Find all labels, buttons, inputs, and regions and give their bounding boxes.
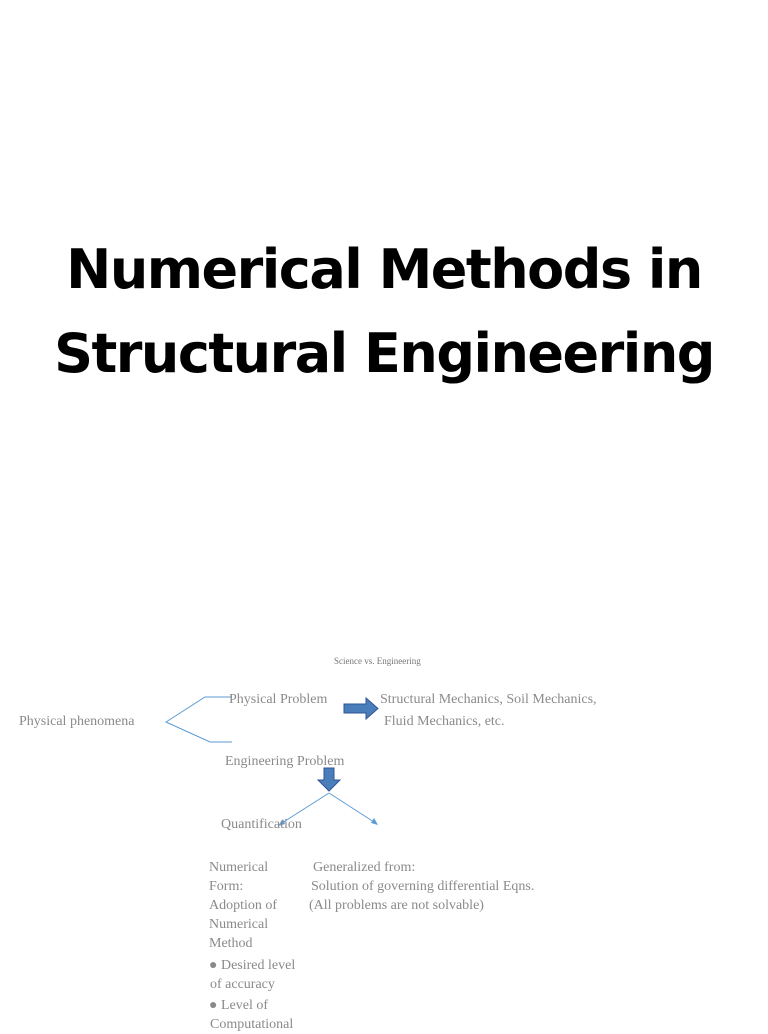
title-line-2: Structural Engineering (54, 322, 714, 385)
bullet-text: Level of (220, 998, 268, 1013)
numerical-line: Adoption of (209, 898, 278, 913)
mechanics-line-2: Fluid Mechanics, etc. (384, 714, 505, 729)
page-title (0, 228, 768, 396)
quantification-label: Quantification (221, 817, 302, 832)
engineering-problem-label: Engineering Problem (225, 754, 345, 769)
numerical-line: Numerical (209, 860, 269, 875)
split-arrow-right (329, 793, 374, 822)
diagram-heading: Science vs. Engineering (334, 656, 421, 666)
split-arrow-right-head (371, 818, 378, 825)
block-arrow-down (318, 768, 340, 791)
bullet-icon: ● (209, 958, 218, 973)
bullet-item (209, 997, 268, 1015)
bullet-text: Desired level (220, 958, 296, 973)
bullet-continuation: of accuracy (210, 977, 275, 992)
generalized-line: Generalized from: (313, 860, 416, 875)
physical-phenomena-label: Physical phenomena (19, 714, 135, 729)
bullet-item (209, 957, 295, 975)
mechanics-line-1: Structural Mechanics, Soil Mechanics, (380, 692, 597, 707)
bullet-icon: ● (209, 998, 218, 1013)
numerical-line: Numerical (209, 917, 269, 932)
numerical-line: Form: (209, 879, 244, 894)
branch-connector (166, 697, 232, 742)
physical-problem-label: Physical Problem (229, 692, 328, 707)
title-line-1: Numerical Methods in (66, 238, 702, 301)
block-arrow-right (344, 698, 378, 719)
generalized-line: (All problems are not solvable) (309, 898, 484, 913)
science-vs-engineering-diagram (0, 640, 768, 1032)
generalized-line: Solution of governing differential Eqns. (311, 879, 535, 894)
numerical-line: Method (209, 936, 253, 951)
bullet-continuation: Computational (210, 1017, 294, 1032)
